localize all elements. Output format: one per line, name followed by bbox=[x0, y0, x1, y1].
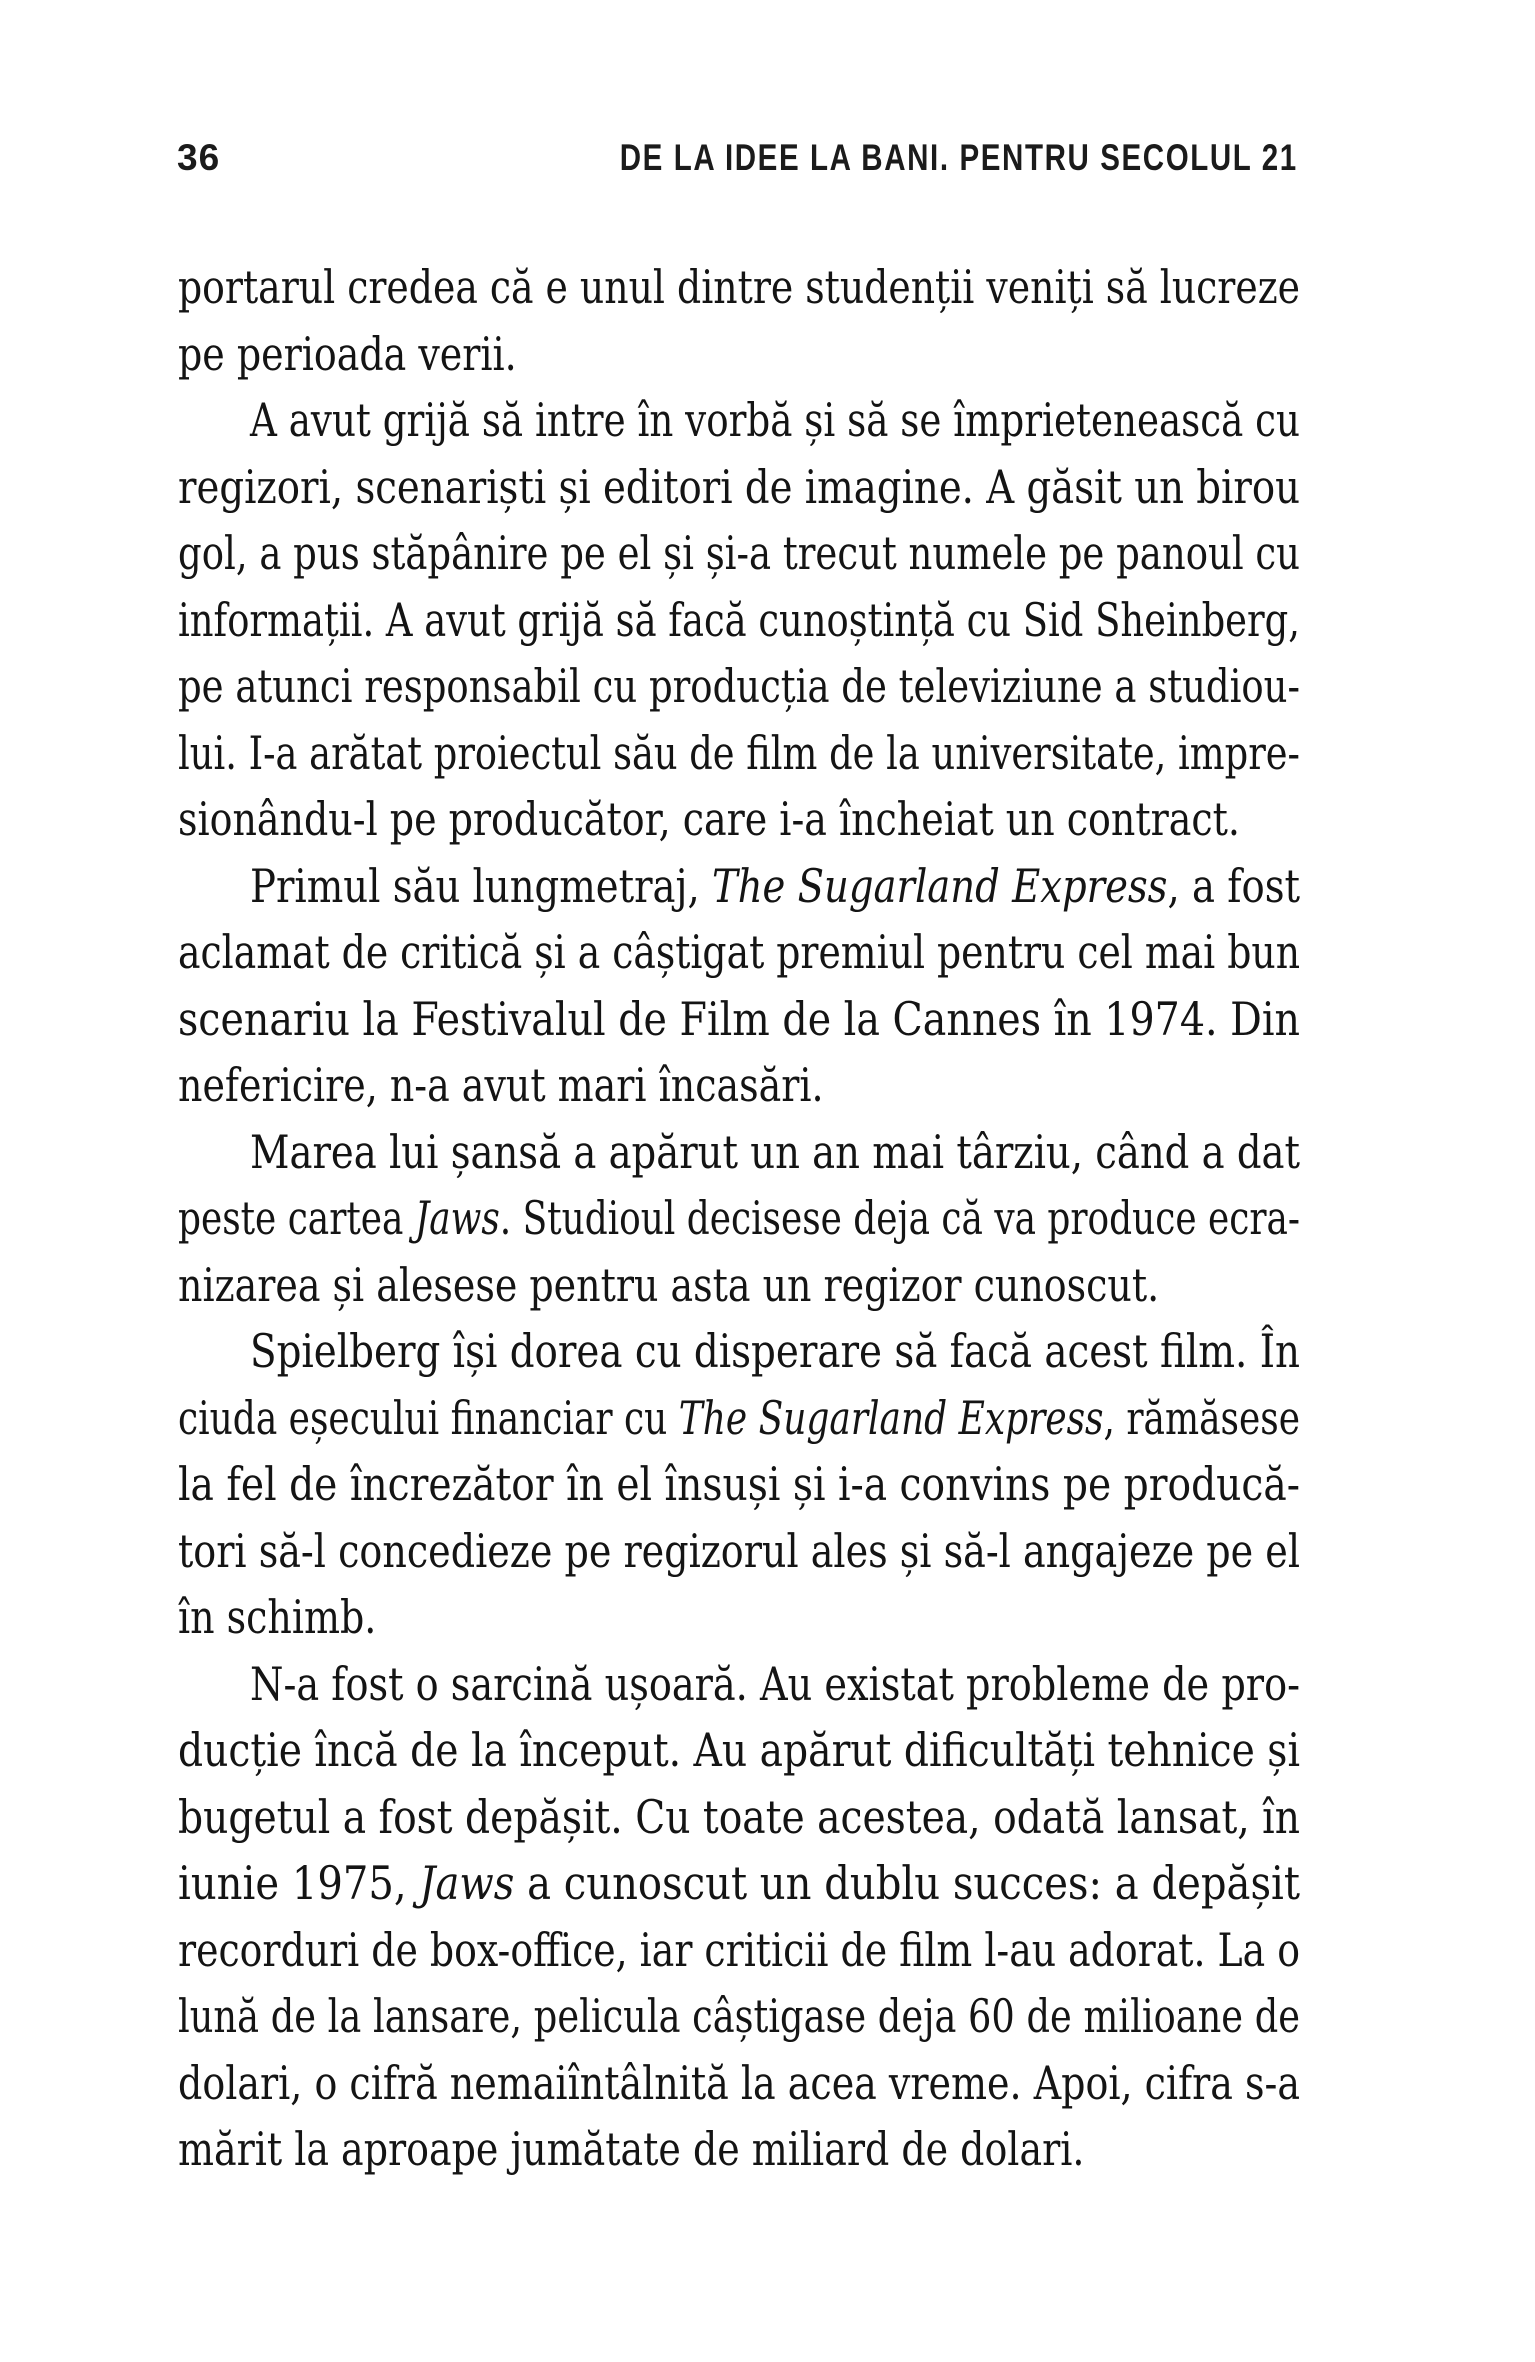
text-line bbox=[178, 1385, 1300, 1452]
text-line-content bbox=[250, 853, 1300, 920]
text-line-content bbox=[178, 986, 1300, 1053]
text-line-content bbox=[250, 1318, 1300, 1385]
text-segment: sionându-l pe producător, care i-a încheiat un contract. bbox=[178, 792, 1240, 846]
text-line-content bbox=[178, 1983, 1300, 2050]
paragraph bbox=[178, 254, 1300, 387]
text-line bbox=[178, 1119, 1300, 1186]
text-segment: în schimb. bbox=[178, 1590, 377, 1644]
text-segment: dolari, o cifră nemaiîntâlnită la acea vreme. Apoi, cifra s-a bbox=[178, 2055, 1300, 2110]
text-line-content bbox=[178, 786, 1240, 853]
book-title-italic: Jaws bbox=[419, 1856, 515, 1910]
text-line bbox=[178, 1052, 1300, 1119]
paragraph bbox=[178, 387, 1300, 853]
text-line bbox=[178, 1584, 1300, 1651]
text-line-content bbox=[178, 1052, 824, 1119]
text-line bbox=[178, 1518, 1300, 1585]
text-segment: portarul credea că e unul dintre studenții veniți să lucreze bbox=[178, 260, 1300, 314]
text-line-content bbox=[178, 321, 517, 388]
text-line bbox=[178, 2116, 1300, 2183]
text-line-content bbox=[178, 1518, 1300, 1585]
text-line-content bbox=[178, 454, 1300, 521]
text-segment: regizori, scenariști și editori de imagine. A găsit un birou bbox=[178, 459, 1300, 514]
text-segment: nizarea și alesese pentru asta un regizor cunoscut. bbox=[178, 1257, 1160, 1312]
text-segment: , a fost bbox=[1167, 858, 1300, 913]
text-line bbox=[178, 1983, 1300, 2050]
text-segment: a cunoscut un dublu succes: a depășit bbox=[514, 1856, 1300, 1910]
text-line bbox=[178, 587, 1300, 654]
text-line-content bbox=[178, 1784, 1300, 1851]
body-text bbox=[178, 254, 1300, 2183]
text-segment: Spielberg își dorea cu disperare să facă acest film. În bbox=[250, 1324, 1300, 1378]
text-segment: tori să-l concedieze pe regizorul ales și să-l angajeze pe el bbox=[178, 1523, 1300, 1578]
text-line bbox=[178, 720, 1300, 787]
text-line bbox=[178, 1784, 1300, 1851]
text-line bbox=[178, 321, 1300, 388]
text-line-content bbox=[178, 1185, 1300, 1252]
text-line bbox=[178, 1318, 1300, 1385]
text-line-content bbox=[178, 1584, 376, 1651]
text-line bbox=[178, 1850, 1300, 1917]
text-line bbox=[178, 653, 1300, 720]
text-segment: Primul său lungmetraj, bbox=[250, 858, 713, 913]
text-segment: lună de la lansare, pelicula câștigase deja 60 de milioane de bbox=[178, 1989, 1300, 2043]
text-line bbox=[178, 254, 1300, 321]
text-segment: aclamat de critică și a câștigat premiul pentru cel mai bun bbox=[178, 925, 1300, 979]
text-line-content bbox=[178, 520, 1300, 587]
text-line bbox=[178, 853, 1300, 920]
text-line-content bbox=[178, 1385, 1300, 1452]
text-segment: bugetul a fost depășit. Cu toate acestea, odată lansat, în bbox=[178, 1789, 1300, 1844]
running-title-wrap bbox=[448, 137, 1298, 179]
text-segment: mărit la aproape jumătate de miliard de dolari. bbox=[178, 2122, 1085, 2176]
text-line bbox=[178, 387, 1300, 454]
book-title-italic: Jaws bbox=[414, 1191, 500, 1245]
text-line-content bbox=[178, 1252, 1159, 1319]
text-line-content bbox=[178, 1717, 1300, 1784]
text-line bbox=[178, 1185, 1300, 1252]
text-segment: , rămăsese bbox=[1103, 1390, 1300, 1445]
paragraph bbox=[178, 1119, 1300, 1319]
text-line bbox=[178, 786, 1300, 853]
text-segment: N-a fost o sarcină ușoară. Au existat probleme de pro- bbox=[250, 1656, 1300, 1711]
text-segment: nefericire, n-a avut mari încasări. bbox=[178, 1058, 824, 1112]
text-line bbox=[178, 1917, 1300, 1984]
text-segment: pe atunci responsabil cu producția de televiziune a studiou- bbox=[178, 659, 1300, 713]
text-segment: gol, a pus stăpânire pe el și și-a trecut numele pe panoul cu bbox=[178, 526, 1300, 580]
text-segment: . Studioul decisese deja că va produce ecra- bbox=[499, 1191, 1300, 1245]
text-line bbox=[178, 454, 1300, 521]
text-line-content bbox=[250, 387, 1300, 454]
text-segment: iunie 1975, bbox=[178, 1856, 420, 1910]
text-line-content bbox=[178, 720, 1300, 787]
text-segment: pe perioada verii. bbox=[178, 326, 517, 381]
paragraph bbox=[178, 853, 1300, 1119]
text-segment: ciuda eșecului financiar cu bbox=[178, 1390, 679, 1445]
text-line bbox=[178, 1651, 1300, 1718]
text-segment: recorduri de box-office, iar criticii de film l-au adorat. La o bbox=[178, 1922, 1300, 1977]
text-line-content bbox=[178, 1850, 1300, 1917]
text-segment: informații. A avut grijă să facă cunoștință cu Sid Sheinberg, bbox=[178, 592, 1300, 647]
text-line bbox=[178, 1252, 1300, 1319]
text-line-content bbox=[178, 919, 1300, 986]
text-segment: peste cartea bbox=[178, 1191, 415, 1245]
text-line-content bbox=[178, 587, 1300, 654]
text-line-content bbox=[178, 2116, 1084, 2183]
text-line bbox=[178, 2050, 1300, 2117]
text-line-content bbox=[250, 1651, 1300, 1718]
text-segment: scenariu la Festivalul de Film de la Cannes în 1974. Din bbox=[178, 991, 1300, 1046]
text-line bbox=[178, 919, 1300, 986]
text-line bbox=[178, 1451, 1300, 1518]
text-segment: lui. I-a arătat proiectul său de film de la universitate, impre- bbox=[178, 725, 1300, 780]
text-segment: ducție încă de la început. Au apărut dificultăți tehnice și bbox=[178, 1723, 1300, 1777]
text-line bbox=[178, 986, 1300, 1053]
text-line-content bbox=[250, 1119, 1300, 1186]
text-segment: la fel de încrezător în el însuși și i-a convins pe producă- bbox=[178, 1457, 1300, 1511]
text-line-content bbox=[178, 1451, 1300, 1518]
text-line-content bbox=[178, 653, 1300, 720]
text-line-content bbox=[178, 2050, 1300, 2117]
book-title-italic: The Sugarland Express bbox=[712, 858, 1168, 913]
paragraph bbox=[178, 1318, 1300, 1651]
text-line bbox=[178, 520, 1300, 587]
text-segment: A avut grijă să intre în vorbă și să se împrietenească cu bbox=[250, 393, 1300, 447]
text-line bbox=[178, 1717, 1300, 1784]
text-line-content bbox=[178, 1917, 1300, 1984]
running-title: DE LA IDEE LA BANI. PENTRU SECOLUL 21 bbox=[620, 137, 1298, 178]
page-number: 36 bbox=[177, 137, 221, 178]
paragraph bbox=[178, 1651, 1300, 2183]
book-title-italic: The Sugarland Express bbox=[678, 1390, 1104, 1445]
text-line-content bbox=[178, 254, 1300, 321]
text-segment: Marea lui șansă a apărut un an mai târziu, când a dat bbox=[250, 1124, 1300, 1179]
